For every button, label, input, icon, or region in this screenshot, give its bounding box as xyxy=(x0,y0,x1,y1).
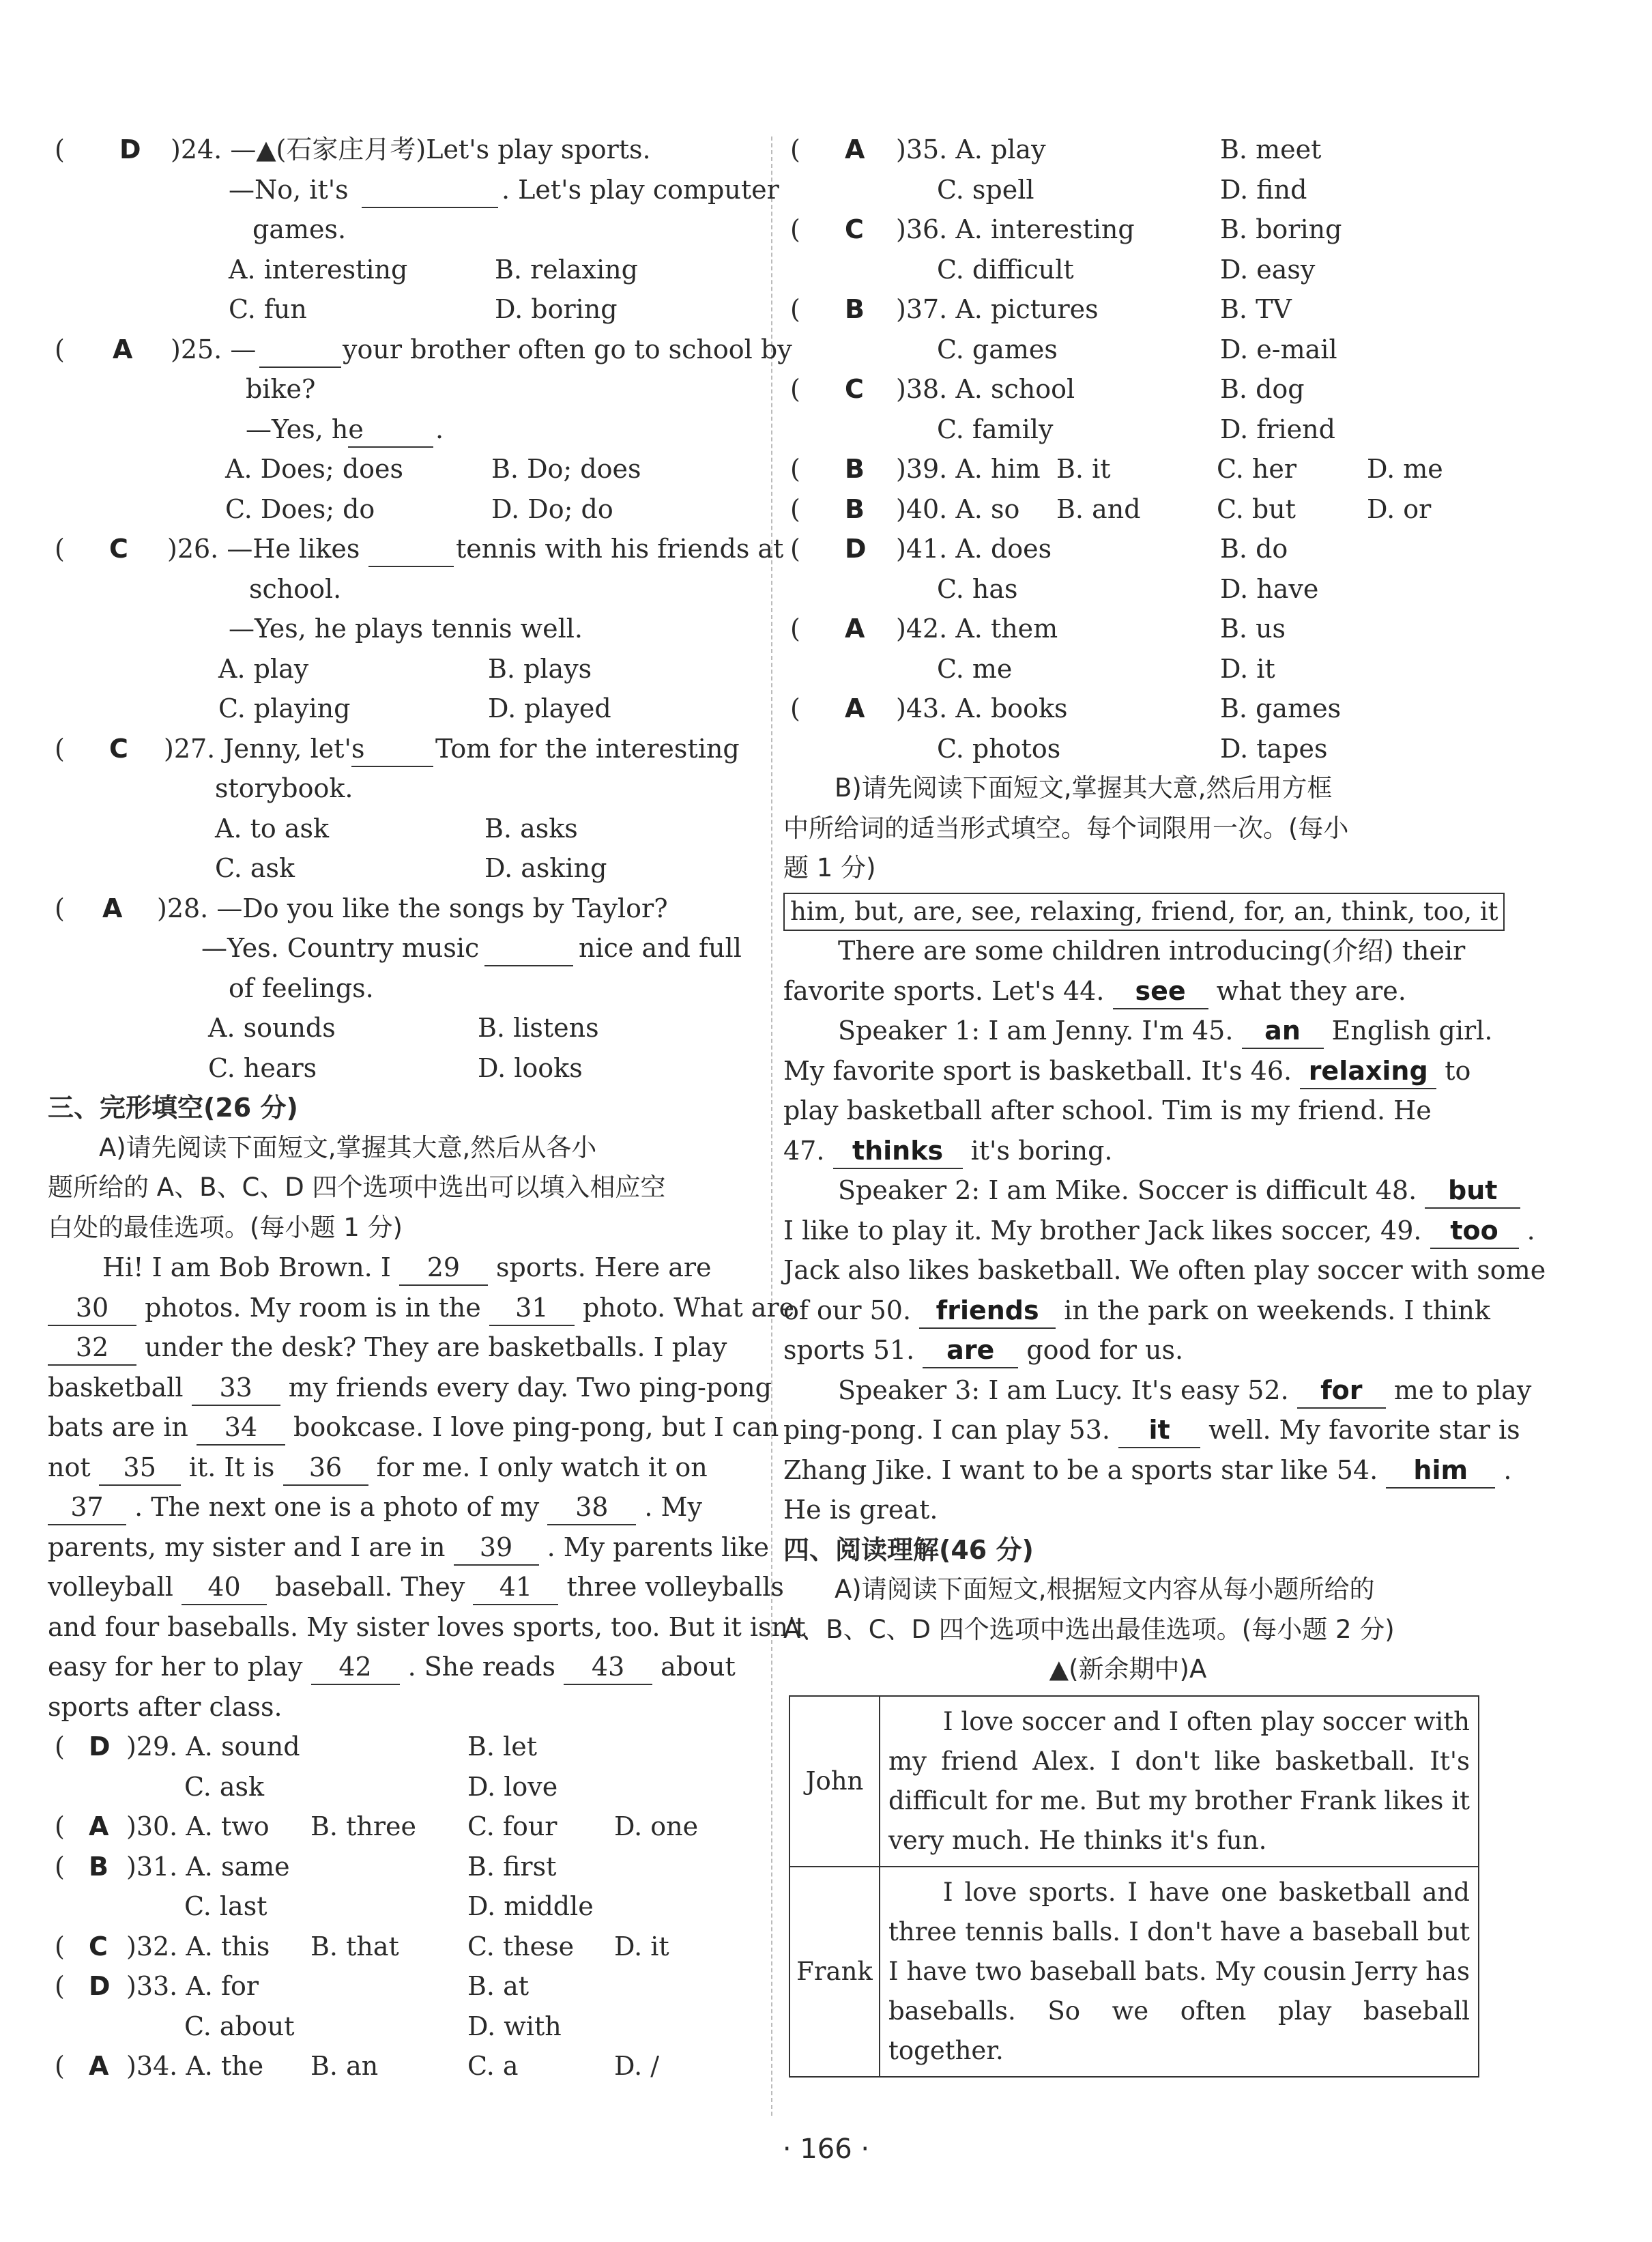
option-c: C. photos xyxy=(937,733,1061,764)
option-row: ( B )31. A. same B. first xyxy=(48,1847,757,1887)
blank xyxy=(351,732,433,767)
answer-26: C xyxy=(109,534,128,564)
answer-letter: A xyxy=(845,693,865,723)
blank-31: 31 xyxy=(489,1291,575,1326)
table-row xyxy=(789,1696,1479,1867)
blank-38: 38 xyxy=(547,1490,636,1525)
option-d: D. find xyxy=(1220,174,1307,205)
section-3-instructions: A)请先阅读下面短文,掌握其大意,然后从各小 xyxy=(99,1132,597,1162)
option-b: B. games xyxy=(1220,693,1342,723)
reading-subtitle: ▲(新余期中)A xyxy=(1049,1654,1207,1684)
right-column: ( A )35. A. play B. meet C. spell D. find ( C )36. A. interesting B. boring C. difficult D. easy ( B )37. A. pictures B. TV C. games D. e-mail ( C )38. A. school B. dog C. family D. friend ( B )39. A. him B. it C. her D. me ( B )40. A. so B. and C. but D. or ( D )41. A. does B. do C. has D. have ( A )42. A. them B. us C. me D. it ( A )43. A. books B. games C. photos D. tapes B)请先阅读下面短文,掌握其大意,然后用方框 中所给词的适当形式填空。每个词限用一次。(每小 题 1 分) him, but, are, see, relaxing, friend, for, an, think, too, it There are some children introducing(介绍) their favorite sports. Let's 44. see what they are. Speaker 1: I am Jenny. I'm 45. an English girl. My favorite sport is basketball. It's 46. relaxing to play basketball after school. Tim is my friend. He 47. thinks it's boring. Speaker 2: I am Mike. Soccer is difficult 48. but I like to play it. My brother Jack likes soccer, 49. too . Jack also likes basketball. We often play soccer with some of our 50. friends in the park on weekends. I think sports 51. are good for us. Speaker 3: I am Lucy. It's easy 52. for me to play ping-pong. I can play 53. it well. My favorite star is Zhang Jike. I want to be a sports star like 54. him . He is great. 四、阅读理解(46 分) A)请阅读下面短文,根据短文内容从每小题所给的 A、B、C、D 四个选项中选出最佳选项。(每小题 2 分) ▲(新余期中)A John I love soccer and I often play soccer with my friend Alex. I don't like basketball. It's difficult for me. But my brother Frank likes it very much. He thinks it's fun. Frank I love sports. I have one basketball and three tennis balls. I don't have a baseball but I have two baseball bats. My cousin Jerry has baseballs. So we often play baseball together. xyxy=(783,130,1473,2078)
option-d: D. me xyxy=(1367,454,1443,484)
answer-44: see xyxy=(1113,974,1208,1009)
word-box: him, but, are, see, relaxing, friend, for, an, think, too, it xyxy=(783,893,1505,931)
speaker-text: I love sports. I have one basketball and three tennis balls. I don't have a baseball but I have two baseball bats. My cousin Jerry has baseballs. So we often play baseball together. xyxy=(880,1867,1479,2077)
page-number: · 166 · xyxy=(782,2133,870,2165)
answer-45: an xyxy=(1242,1014,1324,1049)
q28-line3: of feelings. xyxy=(229,973,374,1003)
option-d: D. boring xyxy=(495,294,618,324)
option-row: ( B )40. A. so B. and C. but D. or xyxy=(783,489,1473,530)
option-row: ( D )29. A. sound B. let xyxy=(48,1727,757,1767)
option-a: A. play xyxy=(218,653,309,684)
option-c: C. her xyxy=(1217,454,1297,484)
option-a: A. to ask xyxy=(215,813,330,844)
part-b-instructions: B)请先阅读下面短文,掌握其大意,然后用方框 xyxy=(835,773,1333,803)
speaker-name: John xyxy=(789,1696,880,1867)
question-28: ( A )28. —Do you like the songs by Taylor? xyxy=(48,889,757,929)
question-25: ( A )25. — your brother often go to school by xyxy=(48,330,757,370)
option-b: B. at xyxy=(467,1971,530,2001)
blank xyxy=(362,173,498,208)
q24-stem: )24. —▲(石家庄月考)Let's play sports. xyxy=(171,134,651,164)
answer-46: relaxing xyxy=(1300,1054,1436,1089)
option-a: A. sounds xyxy=(208,1013,336,1043)
option-row: ( C )36. A. interesting B. boring xyxy=(783,210,1473,250)
question-27: ( C )27. Jenny, let's Tom for the interesting xyxy=(48,729,757,769)
answer-letter: C xyxy=(89,1931,108,1961)
option-row: ( C )32. A. this B. that C. these D. it xyxy=(48,1927,757,1967)
option-row: ( A )34. A. the B. an C. a D. / xyxy=(48,2046,757,2086)
option-d: D. asking xyxy=(484,853,607,883)
blank-36: 36 xyxy=(283,1450,368,1486)
option-b: B. TV xyxy=(1220,294,1292,324)
option-c: C. me xyxy=(937,653,1013,684)
answer-letter: A xyxy=(89,2051,109,2081)
option-d: D. looks xyxy=(478,1052,583,1083)
answer-letter: D xyxy=(845,534,867,564)
answer-25: A xyxy=(113,334,133,364)
cloze-options-right xyxy=(783,130,1473,768)
option-a: )32. A. this xyxy=(126,1931,270,1961)
option-d: D. or xyxy=(1367,493,1432,524)
option-row xyxy=(48,1886,757,1927)
answer-letter: B xyxy=(845,454,865,484)
option-d: D. tapes xyxy=(1220,733,1328,764)
option-d: D. with xyxy=(467,2011,562,2041)
option-b: B. an xyxy=(310,2051,379,2081)
blank-41: 41 xyxy=(473,1570,558,1605)
option-b: B. let xyxy=(467,1731,537,1762)
option-c: C. ask xyxy=(215,853,295,883)
option-a: )37. A. pictures xyxy=(896,294,1099,324)
option-a: )33. A. for xyxy=(126,1971,259,2001)
option-d: D. Do; do xyxy=(491,493,613,524)
blank-40: 40 xyxy=(182,1570,267,1605)
option-a: )39. A. him xyxy=(896,454,1041,484)
answer-52: for xyxy=(1297,1373,1386,1409)
option-c: C. difficult xyxy=(937,254,1074,285)
option-d: D. played xyxy=(488,693,611,723)
option-a: )34. A. the xyxy=(126,2051,264,2081)
option-row xyxy=(783,409,1473,450)
option-d: D. e-mail xyxy=(1220,334,1337,364)
option-d: D. middle xyxy=(467,1891,594,1921)
blank-43: 43 xyxy=(564,1650,652,1685)
blank-39: 39 xyxy=(454,1530,539,1566)
option-row xyxy=(783,649,1473,689)
section-3-title: 三、完形填空(26 分) xyxy=(48,1093,298,1123)
option-c: C. has xyxy=(937,573,1018,604)
blank-29: 29 xyxy=(399,1250,488,1286)
question-26: ( C )26. —He likes tennis with his friends at xyxy=(48,529,757,569)
option-b: B. it xyxy=(1056,454,1111,484)
answer-letter: B xyxy=(845,294,865,324)
option-a: )36. A. interesting xyxy=(896,214,1135,244)
option-b: B. that xyxy=(310,1931,399,1961)
option-a: )42. A. them xyxy=(896,614,1058,644)
answer-27: C xyxy=(109,733,128,764)
option-c: C. these xyxy=(467,1931,575,1961)
q24-line2b: . Let's play computer xyxy=(502,174,779,205)
q27-stem: )27. Jenny, let's xyxy=(164,733,365,764)
fill-passage: There are some children introducing(介绍) their favorite sports. Let's 44. see what they are. Speaker 1: I am Jenny. I'm 45. an English girl. My favorite sport is basketball. It's 46. relaxing to play basketball after school. Tim is my friend. He 47. thinks it's boring. Speaker 2: I am Mike. Soccer is difficult 48. but I like to play it. My brother Jack likes soccer, 49. too . Jack also likes basketball. We often play soccer with some of our 50. friends in the park on weekends. I think sports 51. are good for us. Speaker 3: I am Lucy. It's easy 52. for me to play ping-pong. I can play 53. it well. My favorite star is Zhang Jike. I want to be a sports star like 54. him . He is great. xyxy=(783,936,1546,1525)
option-b: B. first xyxy=(467,1851,557,1882)
speaker-name: Frank xyxy=(789,1867,880,2077)
option-row: ( B )37. A. pictures B. TV xyxy=(783,289,1473,330)
table-row xyxy=(789,1867,1479,2077)
blank-33: 33 xyxy=(192,1370,280,1406)
option-c: C. but xyxy=(1217,493,1296,524)
blank xyxy=(484,931,573,966)
answer-letter: C xyxy=(845,214,864,244)
option-b: B. Do; does xyxy=(491,454,641,484)
q26-line1b: tennis with his friends at xyxy=(456,534,784,564)
option-a: )40. A. so xyxy=(896,493,1020,524)
option-row: ( D )33. A. for B. at xyxy=(48,1966,757,2007)
section-4-instructions: A)请阅读下面短文,根据短文内容从每小题所给的 xyxy=(835,1575,1375,1604)
option-c: C. a xyxy=(467,2051,519,2081)
option-b: B. and xyxy=(1056,493,1141,524)
option-a: )35. A. play xyxy=(896,134,1046,164)
answer-24: D xyxy=(119,134,141,164)
blank xyxy=(368,532,454,567)
answer-53: it xyxy=(1118,1413,1200,1448)
option-b: B. three xyxy=(310,1811,416,1841)
option-b: B. boring xyxy=(1220,214,1342,244)
option-a: A. Does; does xyxy=(225,454,404,484)
q24-line2: —No, it's xyxy=(229,174,349,205)
option-d: D. easy xyxy=(1220,254,1316,285)
option-a: A. interesting xyxy=(229,254,408,285)
cloze-passage: Hi! I am Bob Brown. I 29 sports. Here are 30 photos. My room is in the 31 photo. What are 32 under the desk? They are basketballs. I play basketball 33 my friends every day. Two ping-pong bats are in 34 bookcase. I love ping-pong, but I can not 35 it. It is 36 for me. I only watch it on 37 . The next one is a photo of my 38 . My parents, my sister and I are in 39 . My parents like volleyball 40 baseball. They 41 three volleyballs and four baseballs. My sister loves sports, too. But it isn't easy for her to play 42 . She reads 43 about sports after class. xyxy=(48,1248,757,1727)
answer-47: thinks xyxy=(833,1134,963,1169)
option-c: C. family xyxy=(937,414,1054,444)
option-b: B. plays xyxy=(488,653,592,684)
answer-letter: B xyxy=(89,1851,108,1882)
answer-letter: A xyxy=(845,614,865,644)
blank xyxy=(348,412,433,448)
answer-51: are xyxy=(923,1333,1018,1368)
q27-line2: storybook. xyxy=(215,773,353,803)
option-row: ( C )38. A. school B. dog xyxy=(783,369,1473,409)
option-row xyxy=(783,170,1473,210)
option-d: D. it xyxy=(1220,653,1275,684)
option-row: ( B )39. A. him B. it C. her D. me xyxy=(783,449,1473,489)
option-a: )30. A. two xyxy=(126,1811,270,1841)
option-d: D. have xyxy=(1220,573,1319,604)
option-d: D. it xyxy=(614,1931,669,1961)
blank-42: 42 xyxy=(311,1650,400,1685)
left-column: ( D )24. —▲(石家庄月考)Let's play sports. —No, it's . Let's play computer games. A. interesting B. relaxing C. fun D. boring ( A )25. — your brother often go to school by bike? —Yes, he . A. Does; does B. Do; does C. Does; do D. Do; do ( C )26. —He likes tennis with his friends at school. —Yes, he plays tennis well. A. play B. plays C. playing D. played ( C )27. Jenny, let's Tom for the interesting storybook. A. to ask B. asks C. ask D. asking ( A )28. —Do you like the songs by Taylor? —Yes. Country music nice and full of feelings. A. sounds B. listens C. hears D. looks 三、完形填空(26 分) A)请先阅读下面短文,掌握其大意,然后从各小 题所给的 A、B、C、D 四个选项中选出可以填入相应空 白处的最佳选项。(每小题 1 分) Hi! I am Bob Brown. I 29 sports. Here are 30 photos. My room is in the 31 photo. What are 32 under the desk? They are basketballs. I play basketball 33 my friends every day. Two ping-pong bats are in 34 bookcase. I love ping-pong, but I can not 35 it. It is 36 for me. I only watch it on 37 . The next one is a photo of my 38 . My parents, my sister and I are in 39 . My parents like volleyball 40 baseball. They 41 three volleyballs and four baseballs. My sister loves sports, too. But it isn't easy for her to play 42 . She reads 43 about sports after class. ( D )29. A. sound B. let C. ask D. love ( A )30. A. two B. three C. four D. one ( B )31. A. same B. first C. last D. middle ( C )32. A. this B. that C. these D. it ( D )33. A. for B. at C. about D. with ( A )34. A. the B. an C. a D. / xyxy=(48,130,757,2086)
option-d: D. one xyxy=(614,1811,699,1841)
question-24: ( D )24. —▲(石家庄月考)Let's play sports. xyxy=(48,130,757,170)
answer-letter: B xyxy=(845,493,865,524)
option-c: C. last xyxy=(184,1891,267,1921)
q27-line1b: Tom for the interesting xyxy=(435,733,740,764)
option-row xyxy=(783,729,1473,769)
option-a: )38. A. school xyxy=(896,374,1075,404)
q25-line2: bike? xyxy=(246,374,316,404)
q26-stem: )26. —He likes xyxy=(167,534,360,564)
option-row xyxy=(48,1767,757,1807)
option-b: B. us xyxy=(1220,614,1286,644)
speaker-text: I love soccer and I often play soccer with my friend Alex. I don't like basketball. It's difficult for me. But my brother Frank likes it very much. He thinks it's fun. xyxy=(880,1696,1479,1867)
option-a: )41. A. does xyxy=(896,534,1052,564)
option-c: C. spell xyxy=(937,174,1034,205)
option-b: B. dog xyxy=(1220,374,1305,404)
q25-stem: )25. — xyxy=(171,334,257,364)
q26-line2: school. xyxy=(249,573,342,604)
option-row xyxy=(48,2007,757,2047)
blank-37: 37 xyxy=(48,1490,126,1525)
answer-49: too xyxy=(1430,1213,1519,1249)
q26-line3: —Yes, he plays tennis well. xyxy=(229,614,583,644)
q28-line2b: nice and full xyxy=(579,933,742,963)
q25-line3: —Yes, he xyxy=(246,414,364,444)
option-row: ( A )43. A. books B. games xyxy=(783,689,1473,729)
blank-32: 32 xyxy=(48,1330,136,1366)
option-d: D. love xyxy=(467,1771,558,1802)
answer-letter: D xyxy=(89,1731,111,1762)
answer-48: but xyxy=(1425,1173,1520,1209)
blank-30: 30 xyxy=(48,1291,136,1326)
blank-35: 35 xyxy=(99,1450,181,1486)
option-b: B. relaxing xyxy=(495,254,638,285)
blank-34: 34 xyxy=(197,1410,285,1446)
q28-stem: )28. —Do you like the songs by Taylor? xyxy=(157,893,668,923)
option-c: C. playing xyxy=(218,693,351,723)
answer-letter: D xyxy=(89,1971,111,2001)
blank xyxy=(259,332,341,368)
q25-line1b: your brother often go to school by xyxy=(343,334,792,364)
option-row: ( A )30. A. two B. three C. four D. one xyxy=(48,1807,757,1847)
section-4-title: 四、阅读理解(46 分) xyxy=(783,1534,1034,1565)
option-a: )29. A. sound xyxy=(126,1731,300,1762)
answer-letter: C xyxy=(845,374,864,404)
option-c: C. games xyxy=(937,334,1058,364)
answer-28: A xyxy=(102,893,123,923)
option-c: C. fun xyxy=(229,294,307,324)
option-row: ( D )41. A. does B. do xyxy=(783,529,1473,569)
cloze-options-left xyxy=(48,1727,757,2086)
option-b: B. do xyxy=(1220,534,1288,564)
option-row: ( A )35. A. play B. meet xyxy=(783,130,1473,170)
option-row: ( A )42. A. them B. us xyxy=(783,609,1473,649)
q24-line3: games. xyxy=(252,214,347,244)
answer-letter: A xyxy=(89,1811,109,1841)
option-b: B. meet xyxy=(1220,134,1322,164)
option-row xyxy=(783,569,1473,609)
option-c: C. hears xyxy=(208,1052,317,1083)
option-row xyxy=(783,330,1473,370)
option-b: B. asks xyxy=(484,813,578,844)
option-c: C. ask xyxy=(184,1771,265,1802)
column-divider xyxy=(771,136,772,2116)
option-b: B. listens xyxy=(478,1013,599,1043)
option-d: D. friend xyxy=(1220,414,1335,444)
option-c: C. four xyxy=(467,1811,557,1841)
option-d: D. / xyxy=(614,2051,660,2081)
option-c: C. about xyxy=(184,2011,295,2041)
answer-50: friends xyxy=(919,1293,1056,1329)
option-a: )31. A. same xyxy=(126,1851,290,1882)
reading-table xyxy=(789,1695,1479,2078)
option-row xyxy=(783,250,1473,290)
option-a: )43. A. books xyxy=(896,693,1068,723)
q28-line2: —Yes. Country music xyxy=(201,933,480,963)
answer-54: him xyxy=(1386,1453,1495,1489)
answer-letter: A xyxy=(845,134,865,164)
option-c: C. Does; do xyxy=(225,493,375,524)
